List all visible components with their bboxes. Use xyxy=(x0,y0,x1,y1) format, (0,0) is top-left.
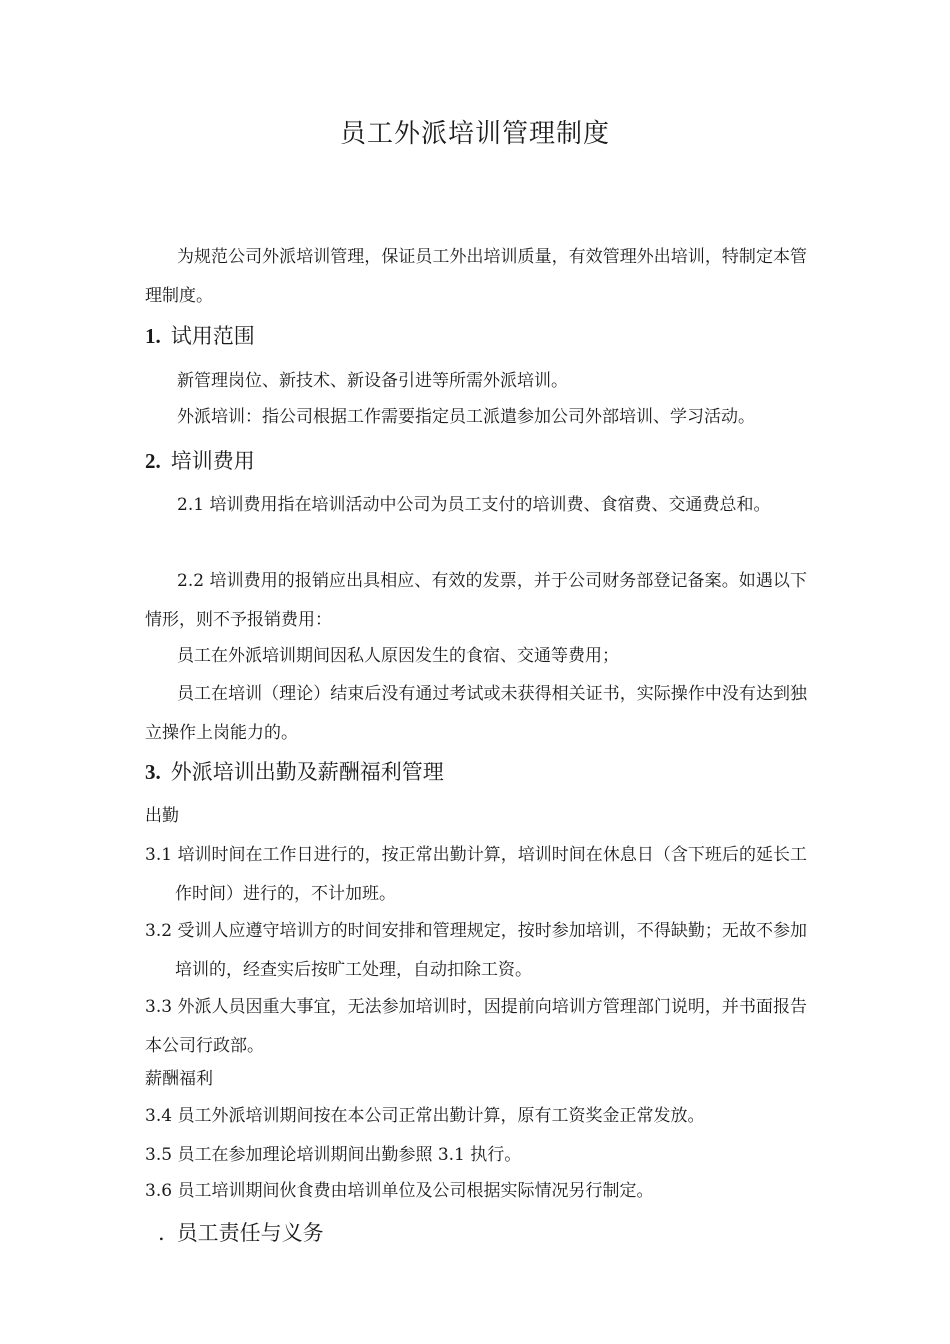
section-3-subheading-compensation: 薪酬福利 xyxy=(145,1069,213,1089)
section-2-paragraph-2: 2.2 培训费用的报销应出具相应、有效的发票，并于公司财务部登记备案。如遇以下情形，则不予报销费用： xyxy=(145,571,807,630)
section-3-item-3-1: 3.1 培训时间在工作日进行的，按正常出勤计算，培训时间在休息日（含下班后的延长工作时间）进行的，不计加班。 xyxy=(145,845,807,904)
section-1-paragraph-2: 外派培训：指公司根据工作需要指定员工派遣参加公司外部培训、学习活动。 xyxy=(177,407,755,427)
section-3-subheading-attendance: 出勤 xyxy=(145,806,179,826)
section-1-paragraph-1: 新管理岗位、新技术、新设备引进等所需外派培训。 xyxy=(177,371,568,391)
section-2-paragraph-3: 员工在外派培训期间因私人原因发生的食宿、交通等费用； xyxy=(177,646,619,666)
section-4-title: 员工责任与义务 xyxy=(176,1221,324,1245)
section-3-item-3-5: 3.5 员工在参加理论培训期间出勤参照 3.1 执行。 xyxy=(145,1145,522,1165)
section-2-title: 培训费用 xyxy=(170,449,255,473)
section-3-item-3-3: 3.3 外派人员因重大事宜，无法参加培训时，因提前向培训方管理部门说明，并书面报告本公司行政部。 xyxy=(145,997,807,1056)
section-2-paragraph-1: 2.1 培训费用指在培训活动中公司为员工支付的培训费、食宿费、交通费总和。 xyxy=(177,495,771,515)
section-1-number: 1. xyxy=(145,324,161,348)
section-3-item-3-4: 3.4 员工外派培训期间按在本公司正常出勤计算，原有工资奖金正常发放。 xyxy=(145,1106,705,1126)
section-2-paragraph-4: 员工在培训（理论）结束后没有通过考试或未获得相关证书，实际操作中没有达到独立操作上岗能力的。 xyxy=(145,684,807,743)
section-4-number: . xyxy=(158,1221,165,1245)
section-1-heading xyxy=(145,320,255,350)
section-1-title: 试用范围 xyxy=(170,324,255,348)
section-4-heading xyxy=(158,1217,324,1247)
section-3-item-3-2: 3.2 受训人应遵守培训方的时间安排和管理规定，按时参加培训，不得缺勤；无故不参加培训的，经查实后按旷工处理，自动扣除工资。 xyxy=(145,921,807,980)
section-3-title: 外派培训出勤及薪酬福利管理 xyxy=(170,760,444,784)
section-2-heading xyxy=(145,445,255,475)
section-3-item-3-6: 3.6 员工培训期间伙食费由培训单位及公司根据实际情况另行制定。 xyxy=(145,1181,654,1201)
document-title: 员工外派培训管理制度 xyxy=(339,119,610,149)
section-2-number: 2. xyxy=(145,449,161,473)
section-3-number: 3. xyxy=(145,760,161,784)
intro-paragraph: 为规范公司外派培训管理，保证员工外出培训质量，有效管理外出培训，特制定本管理制度。 xyxy=(145,247,807,306)
section-3-heading xyxy=(145,756,444,786)
